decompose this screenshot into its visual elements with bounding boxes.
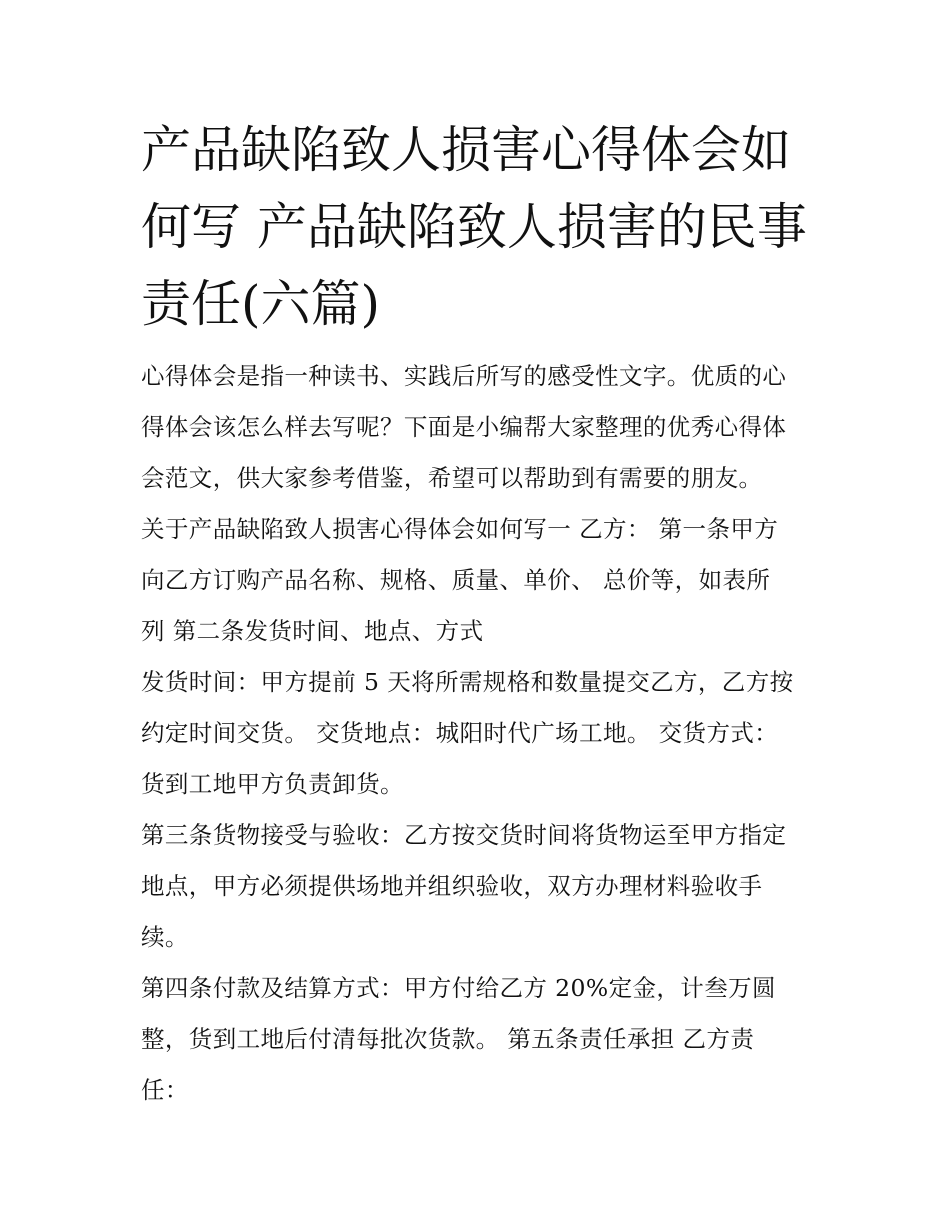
paragraph-line: 第四条付款及结算方式：甲方付给乙方 20%定金，计叁万圆: [141, 974, 776, 1002]
paragraph-line: 约定时间交货。 交货地点：城阳时代广场工地。 交货方式：: [141, 719, 779, 747]
document-title: [141, 112, 821, 343]
acceptance-paragraph: [141, 810, 821, 963]
payment-paragraph: [141, 963, 821, 1116]
document-content: [141, 112, 821, 1116]
paragraph-line: 货到工地甲方负责卸货。: [141, 770, 404, 798]
paragraph-line: 发货时间：甲方提前 5 天将所需规格和数量提交乙方，乙方按: [141, 668, 794, 696]
intro-paragraph: [141, 351, 821, 504]
paragraph-line: 关于产品缺陷致人损害心得体会如何写一 乙方： 第一条甲方: [141, 515, 779, 543]
title-line: 何写 产品缺陷致人损害的民事: [141, 198, 807, 256]
paragraph-line: 续。: [141, 923, 189, 951]
paragraph-line: 整，货到工地后付清每批次货款。 第五条责任承担 乙方责: [141, 1025, 755, 1053]
title-line: 责任(六篇): [141, 275, 381, 333]
paragraph-line: 得体会该怎么样去写呢？下面是小编帮大家整理的优秀心得体: [141, 413, 787, 441]
paragraph-line: 任：: [141, 1076, 189, 1104]
paragraph-line: 向乙方订购产品名称、规格、质量、单价、 总价等，如表所: [141, 566, 771, 594]
paragraph-line: 地点，甲方必须提供场地并组织验收，双方办理材料验收手: [141, 872, 763, 900]
paragraph-line: 列 第二条发货时间、地点、方式: [141, 617, 484, 645]
paragraph-line: 会范文，供大家参考借鉴，希望可以帮助到有需要的朋友。: [141, 464, 763, 492]
title-line: 产品缺陷致人损害心得体会如: [141, 121, 791, 179]
clause-paragraph: [141, 504, 821, 657]
delivery-paragraph: [141, 657, 821, 810]
paragraph-line: 第三条货物接受与验收：乙方按交货时间将货物运至甲方指定: [141, 821, 787, 849]
paragraph-line: 心得体会是指一种读书、实践后所写的感受性文字。优质的心: [141, 362, 787, 390]
